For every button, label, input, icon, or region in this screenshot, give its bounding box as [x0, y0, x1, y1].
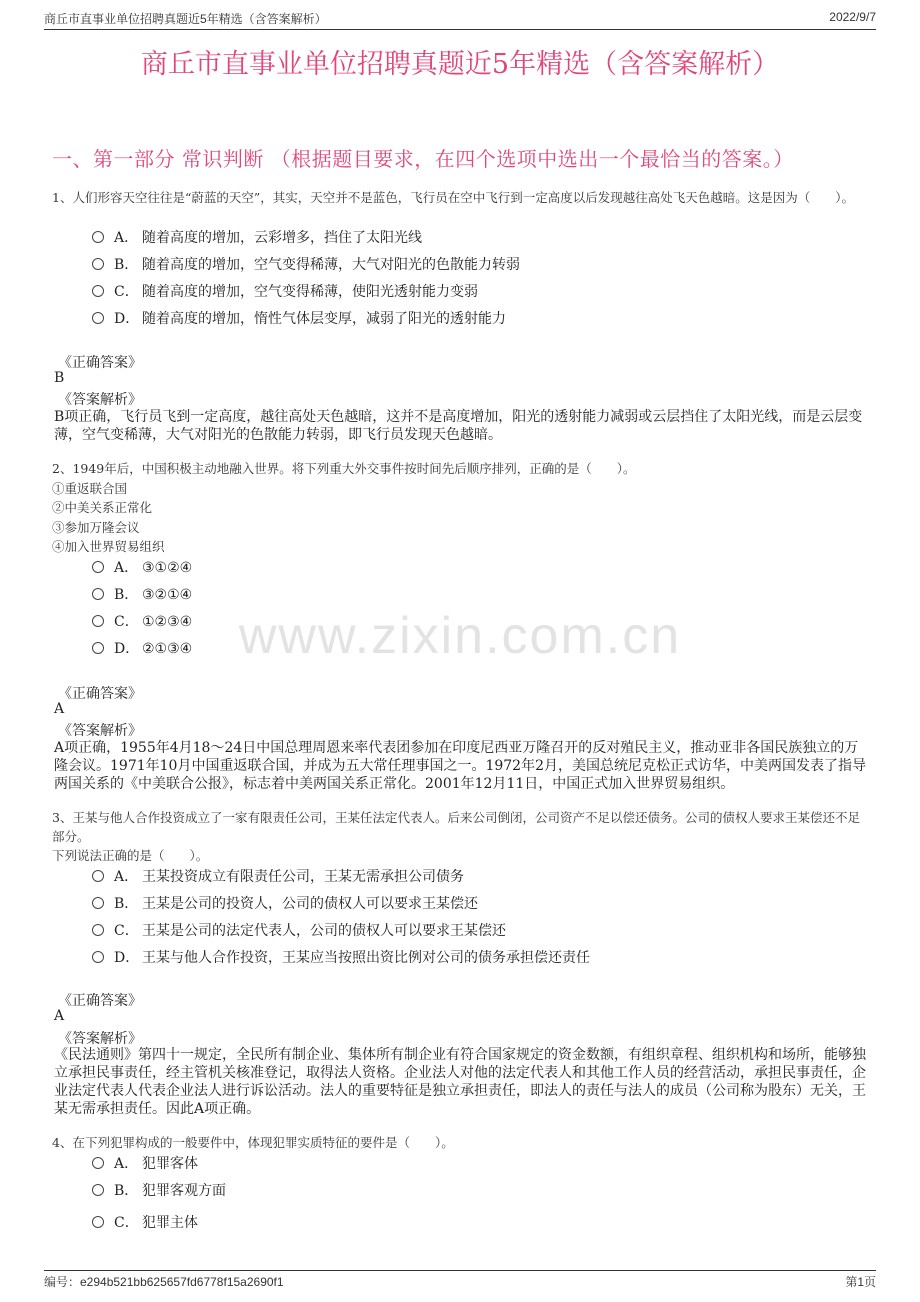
question-3-option-c[interactable]: C． 王某是公司的法定代表人，公司的债权人可以要求王某偿还 [92, 920, 506, 942]
question-2-analysis: A项正确，1955年4月18～24日中国总理周恩来率代表团参加在印度尼西亚万隆召开的反对殖民主义，推动亚非各国民族独立的万隆会议。1971年10月中国重返联合国，并成为五大常任理事国之一。1972年2月，美国总统尼克松正式访华，中美两国发表了指导两国关系的《中美联合公报》，标志着中美两国关系正常化。2001年12月11日，中国正式加入世界贸易组织。 [54, 740, 866, 792]
question-1-option-c[interactable]: C． 随着高度的增加，空气变得稀薄，使阳光透射能力变弱 [92, 281, 478, 303]
header-divider [44, 29, 876, 30]
question-2-option-c[interactable]: C． ①②③④ [92, 611, 192, 633]
radio-icon[interactable] [92, 588, 104, 600]
answer-label: 《正确答案》 [58, 686, 142, 702]
section-heading: 一、第一部分 常识判断 （根据题目要求，在四个选项中选出一个最恰当的答案。） [52, 147, 794, 171]
question-2-option-d[interactable]: D． ②①③④ [92, 638, 192, 660]
question-3-option-a[interactable]: A． 王某投资成立有限责任公司，王某无需承担公司债务 [92, 866, 464, 888]
question-1-stem: 1、人们形容天空往往是“蔚蓝的天空”，其实，天空并不是蓝色，飞行员在空中飞行到一定高度以后发现越往高处飞天色越暗。这是因为（ ）。 [52, 190, 854, 205]
question-4-option-c[interactable]: C． 犯罪主体 [92, 1212, 198, 1234]
question-4-stem: 4、在下列犯罪构成的一般要件中，体现犯罪实质特征的要件是（ ）。 [52, 1135, 454, 1150]
question-1-analysis: B项正确，飞行员飞到一定高度，越往高处天色越暗，这并不是高度增加，阳光的透射能力减弱或云层挡住了太阳光线，而是云层变薄，空气变稀薄，大气对阳光的色散能力转弱，即飞行员发现天色越暗。 [54, 409, 863, 443]
radio-icon[interactable] [92, 1157, 104, 1169]
question-3-stem: 3、王某与他人合作投资成立了一家有限责任公司，王某任法定代表人。后来公司倒闭，公司资产不足以偿还债务。公司的债权人要求王某偿还不足部分。 [52, 810, 860, 844]
question-2-answer: A [54, 701, 65, 717]
question-4-option-a[interactable]: A． 犯罪客体 [92, 1153, 198, 1175]
radio-icon[interactable] [92, 1216, 104, 1228]
radio-icon[interactable] [92, 897, 104, 909]
question-1-option-b[interactable]: B． 随着高度的增加，空气变得稀薄，大气对阳光的色散能力转弱 [92, 254, 520, 276]
page-number: 第1页 [845, 1275, 876, 1289]
radio-icon[interactable] [92, 312, 104, 324]
page-header [44, 10, 876, 27]
analysis-label: 《答案解析》 [58, 1031, 142, 1047]
question-1-option-d[interactable]: D． 随着高度的增加，惰性气体层变厚，减弱了阳光的透射能力 [92, 308, 506, 330]
question-3-answer: A [54, 1008, 65, 1024]
document-title: 商丘市直事业单位招聘真题近5年精选（含答案解析） [140, 49, 780, 80]
radio-icon[interactable] [92, 615, 104, 627]
question-3-analysis: 《民法通则》第四十一规定，全民所有制企业、集体所有制企业有符合国家规定的资金数额，有组织章程、组织机构和场所，能够独立承担民事责任，经主管机关核准登记，取得法人资格。企业法人对他的法定代表人和其他工作人员的经营活动，承担民事责任，企业法定代表人代表企业法人进行诉讼活动。法人的重要特征是独立承担责任，即法人的责任与法人的成员（公司称为股东）无关，王某无需承担责任。因此A项正确。 [54, 1047, 866, 1117]
radio-icon[interactable] [92, 258, 104, 270]
radio-icon[interactable] [92, 561, 104, 573]
watermark: www.zixin.com.cn [238, 607, 682, 665]
analysis-label: 《答案解析》 [58, 392, 142, 408]
question-2-item: ④加入世界贸易组织 [52, 539, 165, 554]
footer-divider [44, 1270, 876, 1271]
radio-icon[interactable] [92, 951, 104, 963]
radio-icon[interactable] [92, 642, 104, 654]
radio-icon[interactable] [92, 231, 104, 243]
radio-icon[interactable] [92, 924, 104, 936]
answer-label: 《正确答案》 [58, 993, 142, 1009]
question-2-item: ③参加万隆会议 [52, 520, 140, 535]
question-1-option-a[interactable]: A． 随着高度的增加，云彩增多，挡住了太阳光线 [92, 227, 422, 249]
radio-icon[interactable] [92, 285, 104, 297]
page-footer [44, 1273, 876, 1290]
question-2-item: ②中美关系正常化 [52, 500, 153, 515]
question-2-item: ①重返联合国 [52, 481, 128, 496]
question-2-stem: 2、1949年后，中国积极主动地融入世界。将下列重大外交事件按时间先后顺序排列，正确的是（ ）。 [52, 461, 636, 476]
answer-label: 《正确答案》 [58, 355, 142, 371]
question-3-prompt: 下列说法正确的是（ ）。 [52, 848, 209, 863]
radio-icon[interactable] [92, 1184, 104, 1196]
header-title: 商丘市直事业单位招聘真题近5年精选（含答案解析） [44, 12, 327, 26]
question-2-option-b[interactable]: B． ③②①④ [92, 584, 192, 606]
question-1-answer: B [54, 370, 65, 386]
document-id: 编号：e294b521bb625657fd6778f15a2690f1 [44, 1275, 284, 1289]
question-2-option-a[interactable]: A． ③①②④ [92, 557, 192, 579]
question-4-option-b[interactable]: B． 犯罪客观方面 [92, 1180, 226, 1202]
question-3-option-b[interactable]: B． 王某是公司的投资人，公司的债权人可以要求王某偿还 [92, 893, 478, 915]
header-date: 2022/9/7 [829, 10, 876, 24]
radio-icon[interactable] [92, 870, 104, 882]
analysis-label: 《答案解析》 [58, 723, 142, 739]
question-3-option-d[interactable]: D． 王某与他人合作投资，王某应当按照出资比例对公司的债务承担偿还责任 [92, 947, 590, 969]
